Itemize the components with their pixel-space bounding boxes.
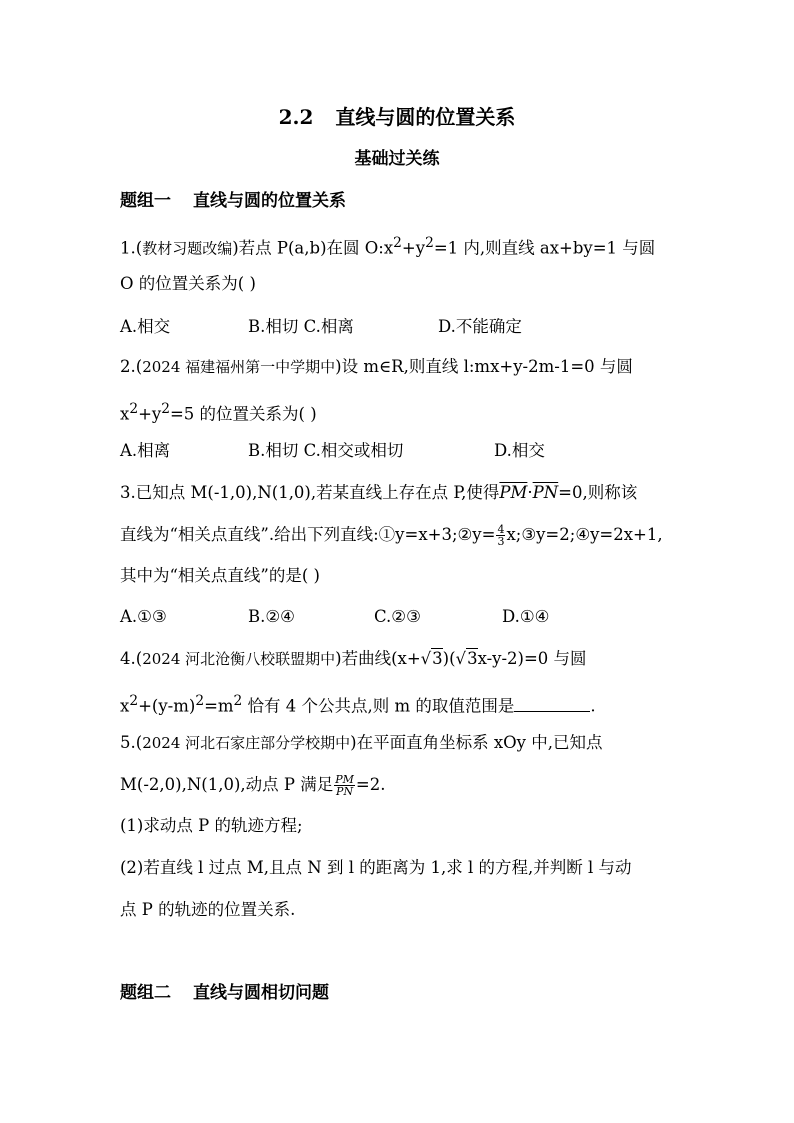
fraction-pm-pn: $\frac{PM}{PN}$ — [335, 773, 354, 798]
group1-heading — [120, 190, 346, 212]
section-title — [0, 104, 794, 130]
q1-source: 教材习题改编 — [142, 239, 233, 258]
sqrt-3-a: 3 — [432, 649, 443, 668]
q1-options — [120, 316, 522, 338]
q3-line3: 其中为“相关点直线”的是( ) — [120, 566, 320, 585]
q3-options — [120, 606, 549, 628]
q2-line2: $x^2+y^2=5$ 的位置关系为( ) — [120, 401, 317, 424]
group1-label: 题组一 — [120, 191, 171, 211]
fraction-4-3: $\frac{4}{3}$ — [497, 523, 505, 548]
q1-option-d: D.不能确定 — [438, 317, 522, 336]
q5-part1: (1)求动点 P 的轨迹方程; — [120, 816, 303, 835]
q5-part2-line2: 点 P 的轨迹的位置关系. — [120, 900, 296, 919]
q1-line1: 1.(教材习题改编)若点 P(a,b)在圆 $O:x^2+y^2=1$ 内,则直线 ax+by=1 与圆 — [120, 235, 656, 258]
q5-line2: M(-2,0),N(1,0),动点 P 满足 $\frac{PM}{PN}$ =2. — [120, 773, 386, 798]
q3-option-c: C.②③ — [374, 607, 421, 626]
q5-source: 2024 河北石家庄部分学校期中 — [142, 734, 351, 752]
q4-line2: $x^2+(y-m)^2=m^2$ 恰有 4 个公共点,则 m 的取值范围是 . — [120, 693, 596, 716]
q1-option-a: A.相交 — [120, 317, 171, 336]
section-number: 2.2 — [278, 105, 314, 129]
q4-line1: 4.(2024 河北沧衡八校联盟期中)若曲线(x+√3)(√3x-y-2)=0 与圆 — [120, 649, 587, 668]
q2-options — [120, 440, 545, 462]
section-title-text: 直线与圆的位置关系 — [335, 105, 516, 129]
vector-pn: $\overline{PN}$ — [532, 483, 559, 502]
q3-line2: 直线为“相关点直线”.给出下列直线:①y=x+3;②y= $\frac{4}{3}$ x;③y=2;④y=2x+1, — [120, 523, 663, 548]
sqrt-3-b: 3 — [467, 649, 478, 668]
q2-line1: 2.(2024 福建福州第一中学期中)设 m∈R,则直线 l:mx+y-2m-1=0 与圆 — [120, 357, 633, 376]
q1-line2: O 的位置关系为( ) — [120, 274, 256, 293]
group1-name: 直线与圆的位置关系 — [193, 191, 346, 211]
q3-option-d: D.①④ — [502, 607, 550, 626]
group2-heading — [120, 982, 329, 1004]
group2-label: 题组二 — [120, 983, 171, 1003]
q5-line1: 5.(2024 河北石家庄部分学校期中)在平面直角坐标系 xOy 中,已知点 — [120, 733, 603, 752]
q3-option-b: B.②④ — [248, 607, 295, 626]
q2-source: 2024 福建福州第一中学期中 — [142, 358, 336, 376]
q3-line1: 3.已知点 M(-1,0),N(1,0),若某直线上存在点 P,使得$\overline{PM}\cdot\overline{PN}=0$,则称该 — [120, 483, 638, 502]
subtitle: 基础过关练 — [354, 149, 440, 169]
q2-option-bc: B.相切 C.相交或相切 — [248, 441, 404, 460]
answer-blank[interactable] — [514, 697, 590, 712]
vector-pm: $\overline{PM}$ — [499, 483, 528, 502]
q2-option-a: A.相离 — [120, 441, 171, 460]
q4-source: 2024 河北沧衡八校联盟期中 — [142, 650, 336, 668]
q2-option-d: D.相交 — [494, 441, 545, 460]
group2-name: 直线与圆相切问题 — [193, 983, 329, 1003]
q3-option-a: A.①③ — [120, 607, 167, 626]
q1-option-bc: B.相切 C.相离 — [248, 317, 354, 336]
q5-part2-line1: (2)若直线 l 过点 M,且点 N 到 l 的距离为 1,求 l 的方程,并判断 l 与动 — [120, 858, 632, 877]
